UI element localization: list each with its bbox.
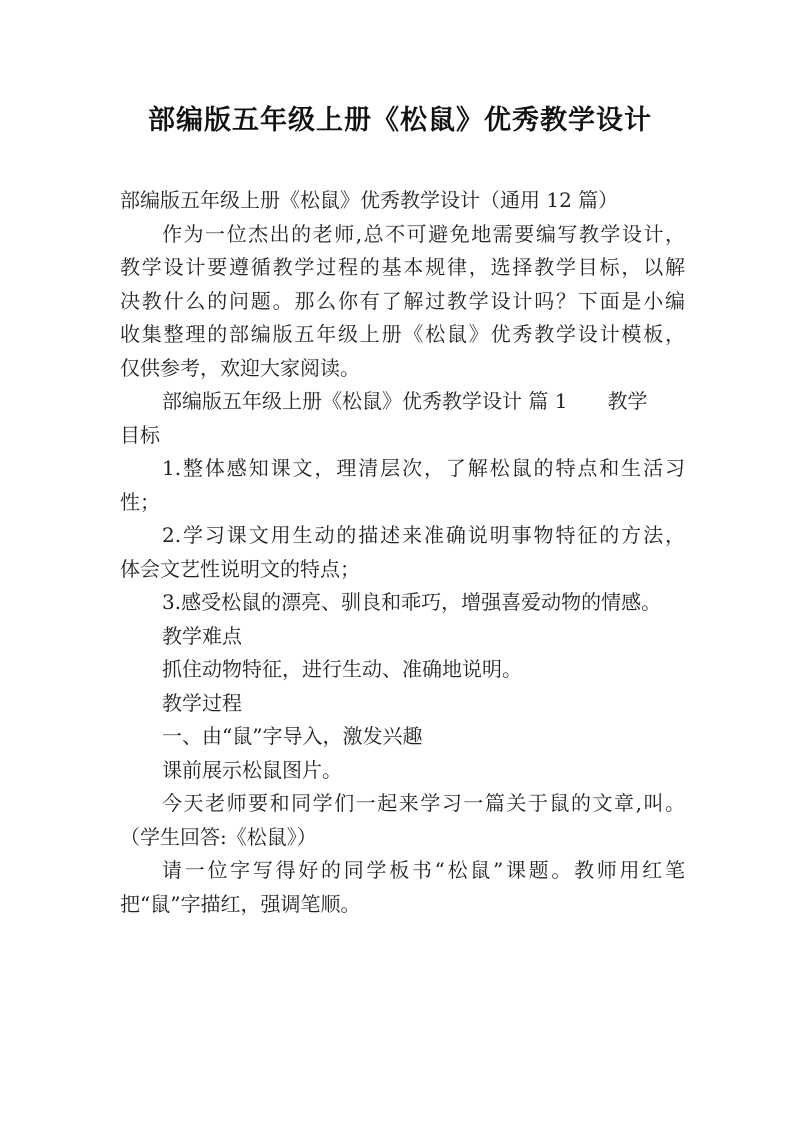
section-heading-continuation: 目标 bbox=[120, 422, 160, 447]
section-heading-tail: 教学 bbox=[607, 389, 648, 413]
objective-item-line: 体会文艺性说明文的特点； bbox=[120, 556, 360, 581]
subtitle-line: 部编版五年级上册《松鼠》优秀教学设计（通用 12 篇） bbox=[120, 188, 619, 212]
objective-item-line: 性； bbox=[120, 489, 160, 514]
intro-paragraph-line: 作为一位杰出的老师,总不可避免地需要编写教学设计， bbox=[162, 221, 685, 246]
process-text-line: （学生回答:《松鼠》） bbox=[120, 824, 317, 849]
difficulty-text: 抓住动物特征，进行生动、准确地说明。 bbox=[162, 657, 522, 681]
intro-paragraph-line: 教学设计要遵循教学过程的基本规律，选择教学目标，以解 bbox=[120, 255, 685, 279]
process-text-line: 请一位字写得好的同学板书“松鼠”课题。教师用红笔 bbox=[162, 858, 685, 882]
section-heading-line bbox=[120, 385, 685, 419]
difficulty-heading: 教学难点 bbox=[162, 623, 242, 648]
objective-item-line: 2.学习课文用生动的描述来准确说明事物特征的方法， bbox=[162, 523, 685, 547]
process-text-line: 课前展示松鼠图片。 bbox=[162, 757, 342, 782]
intro-paragraph-line: 仅供参考，欢迎大家阅读。 bbox=[120, 355, 360, 380]
process-text-line: 今天老师要和同学们一起来学习一篇关于鼠的文章,叫。 bbox=[162, 791, 685, 815]
section-heading: 部编版五年级上册《松鼠》优秀教学设计 篇 1 bbox=[162, 389, 568, 413]
process-text-line: 把“鼠”字描红，强调笔顺。 bbox=[120, 891, 361, 916]
objective-item-line: 3.感受松鼠的漂亮、驯良和乖巧，增强喜爱动物的情感。 bbox=[162, 590, 662, 614]
objective-item-line: 1.整体感知课文，理清层次，了解松鼠的特点和生活习 bbox=[162, 456, 685, 480]
intro-paragraph-line: 决教什么的问题。那么你有了解过教学设计吗？下面是小编 bbox=[120, 288, 685, 313]
intro-paragraph-line: 收集整理的部编版五年级上册《松鼠》优秀教学设计模板， bbox=[120, 322, 685, 346]
document-title: 部编版五年级上册《松鼠》优秀教学设计 bbox=[148, 105, 652, 136]
document-body bbox=[120, 184, 685, 921]
process-heading: 教学过程 bbox=[162, 690, 242, 715]
process-step-heading: 一、由“鼠”字导入，激发兴趣 bbox=[162, 724, 423, 748]
